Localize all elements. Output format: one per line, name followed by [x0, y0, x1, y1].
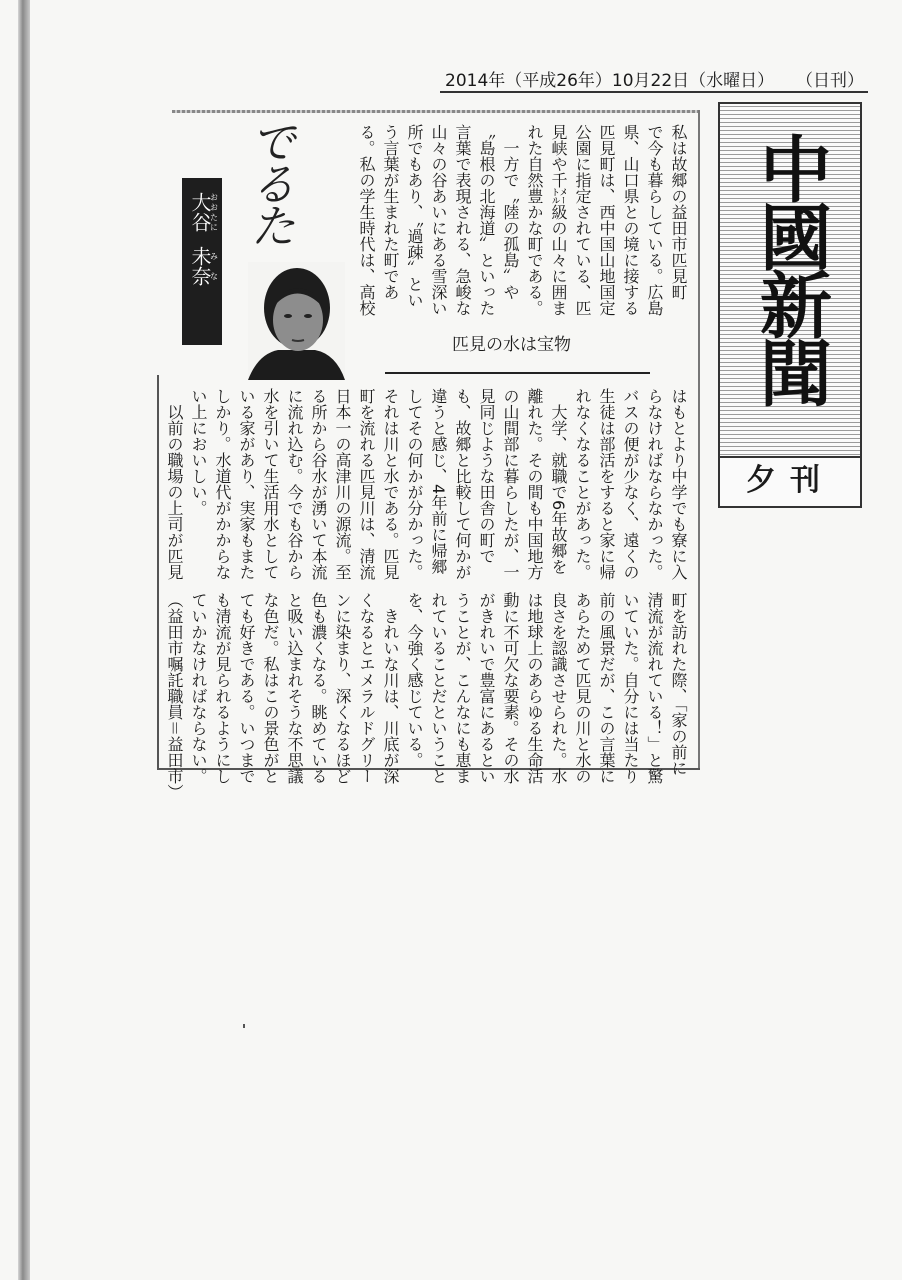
text-line: と吸い込まれそうな不思議: [285, 592, 304, 784]
article-border-left: [157, 375, 159, 770]
newspaper-name: 中國新聞: [748, 132, 833, 404]
text-line: 水を引いて生活用水として: [261, 388, 280, 580]
text-line: 生徒は部活をすると家に帰: [597, 388, 616, 580]
article-body-tier2: [162, 592, 690, 801]
text-line: 見峡や千㍍級の山々に囲ま: [549, 124, 568, 316]
text-line: 前の風景だが、この言葉に: [597, 592, 616, 784]
text-line: 見同じような田舎の町で: [477, 388, 496, 564]
text-line: る。私の学生時代は、高校: [357, 124, 376, 316]
article-body-tier1: [162, 388, 690, 583]
text-line: る所から谷水が湧いて本流: [309, 388, 328, 580]
author-photo: [248, 262, 345, 380]
column-title: でるた: [243, 118, 297, 244]
text-line: してその何かが分かった。: [405, 388, 424, 580]
text-line: も、故郷と比較して何かが: [453, 388, 472, 580]
text-line: きれいな川は、川底が深: [381, 592, 400, 784]
text-line: 山々の谷あいにある雪深い: [429, 124, 448, 316]
text-line: 離れた。その間も中国地方: [525, 388, 544, 580]
text-line: う言葉が生まれた町であ: [381, 124, 400, 300]
text-line: くなるとエメラルドグリー: [357, 592, 376, 784]
author-family-name: 大谷おおたに: [188, 192, 219, 232]
text-line: あらためて匹見の川と水の: [573, 592, 592, 784]
text-line: 日本一の高津川の源流。至: [333, 388, 352, 580]
text-line: ンに染まり、深くなるほど: [333, 592, 352, 784]
text-line: い上においしい。: [189, 388, 208, 516]
text-line: 違うと感じ、4年前に帰郷: [429, 388, 448, 575]
text-line: 良さを認識させられた。水: [549, 592, 568, 784]
text-line: しかり。水道代がかからな: [213, 388, 232, 580]
text-line: れた自然豊かな町である。: [525, 124, 544, 316]
headline-rule: [385, 372, 650, 374]
text-line: 町を訪れた際、「家の前に: [669, 592, 688, 776]
text-line: 匹見町は、西中国山地国定: [597, 124, 616, 316]
text-line: がきれいで豊富にあるとい: [477, 592, 496, 784]
text-line: れなくなることがあった。: [573, 388, 592, 580]
text-line: で今も暮らしている。広島: [645, 124, 664, 316]
text-line: バスの便が少なく、遠くの: [621, 388, 640, 580]
text-line: 大学、就職で6年故郷を: [549, 388, 568, 575]
text-line: いる家があり、実家もまた: [237, 388, 256, 580]
scan-speck: [243, 1024, 245, 1028]
text-line: はもとより中学でも寮に入: [669, 388, 688, 580]
article-border-right: [698, 110, 700, 770]
text-line: ても好きである。いつまで: [237, 592, 256, 784]
text-line: 町を流れる匹見川は、清流: [357, 388, 376, 580]
text-line: うことが、こんなにも恵ま: [453, 592, 472, 784]
text-line: な色だ。私はこの景色がと: [261, 592, 280, 784]
text-line: 所でもあり、〝過疎〟とい: [405, 124, 424, 308]
newspaper-masthead: [718, 102, 862, 508]
text-line: 私は故郷の益田市匹見町: [669, 124, 688, 300]
text-line: それは川と水である。匹見: [381, 388, 400, 580]
scan-edge: [18, 0, 30, 1280]
text-line: は地球上のあらゆる生命活: [525, 592, 544, 784]
date-rule: [440, 91, 868, 93]
text-line: 清流が流れている！」と驚: [645, 592, 664, 784]
text-line: を、今強く感じている。: [405, 592, 424, 768]
text-line: れていることだということ: [429, 592, 448, 784]
text-line: も清流が見られるようにし: [213, 592, 232, 784]
text-line: いていた。自分には当たり: [621, 592, 640, 784]
text-line: （益田市嘱託職員＝益田市）: [165, 592, 184, 801]
text-line: ていかなければならない。: [189, 592, 208, 784]
article-headline: 匹見の水は宝物: [452, 335, 571, 355]
date-line: [445, 66, 870, 90]
text-line: の山間部に暮らしたが、一: [501, 388, 520, 580]
edition-label: 夕刊: [720, 456, 860, 506]
text-line: 言葉で表現される、急峻な: [453, 124, 472, 316]
text-line: 県、山口県との境に接する: [621, 124, 640, 316]
text-line: 一方で〝陸の孤島〟や: [501, 124, 520, 300]
author-given-name: 未奈みな: [188, 246, 219, 286]
text-line: 動に不可欠な要素。その水: [501, 592, 520, 784]
article-body-upper: [354, 124, 690, 339]
text-line: 色も濃くなる。眺めている: [309, 592, 328, 784]
publication-date: 2014年（平成26年）10月22日（水曜日）: [445, 71, 775, 91]
text-line: に流れ込む。今でも谷から: [285, 388, 304, 580]
text-line: 〝島根の北海道〟といった: [477, 124, 496, 316]
text-line: 以前の職場の上司が匹見: [165, 388, 184, 580]
text-line: 公園に指定されている、匹: [573, 124, 592, 316]
author-byline: [182, 178, 222, 345]
edition-type: （日刊）: [796, 71, 864, 91]
text-line: らなければならなかった。: [645, 388, 664, 580]
article-border-top: [172, 110, 700, 113]
column-article: [157, 110, 700, 801]
